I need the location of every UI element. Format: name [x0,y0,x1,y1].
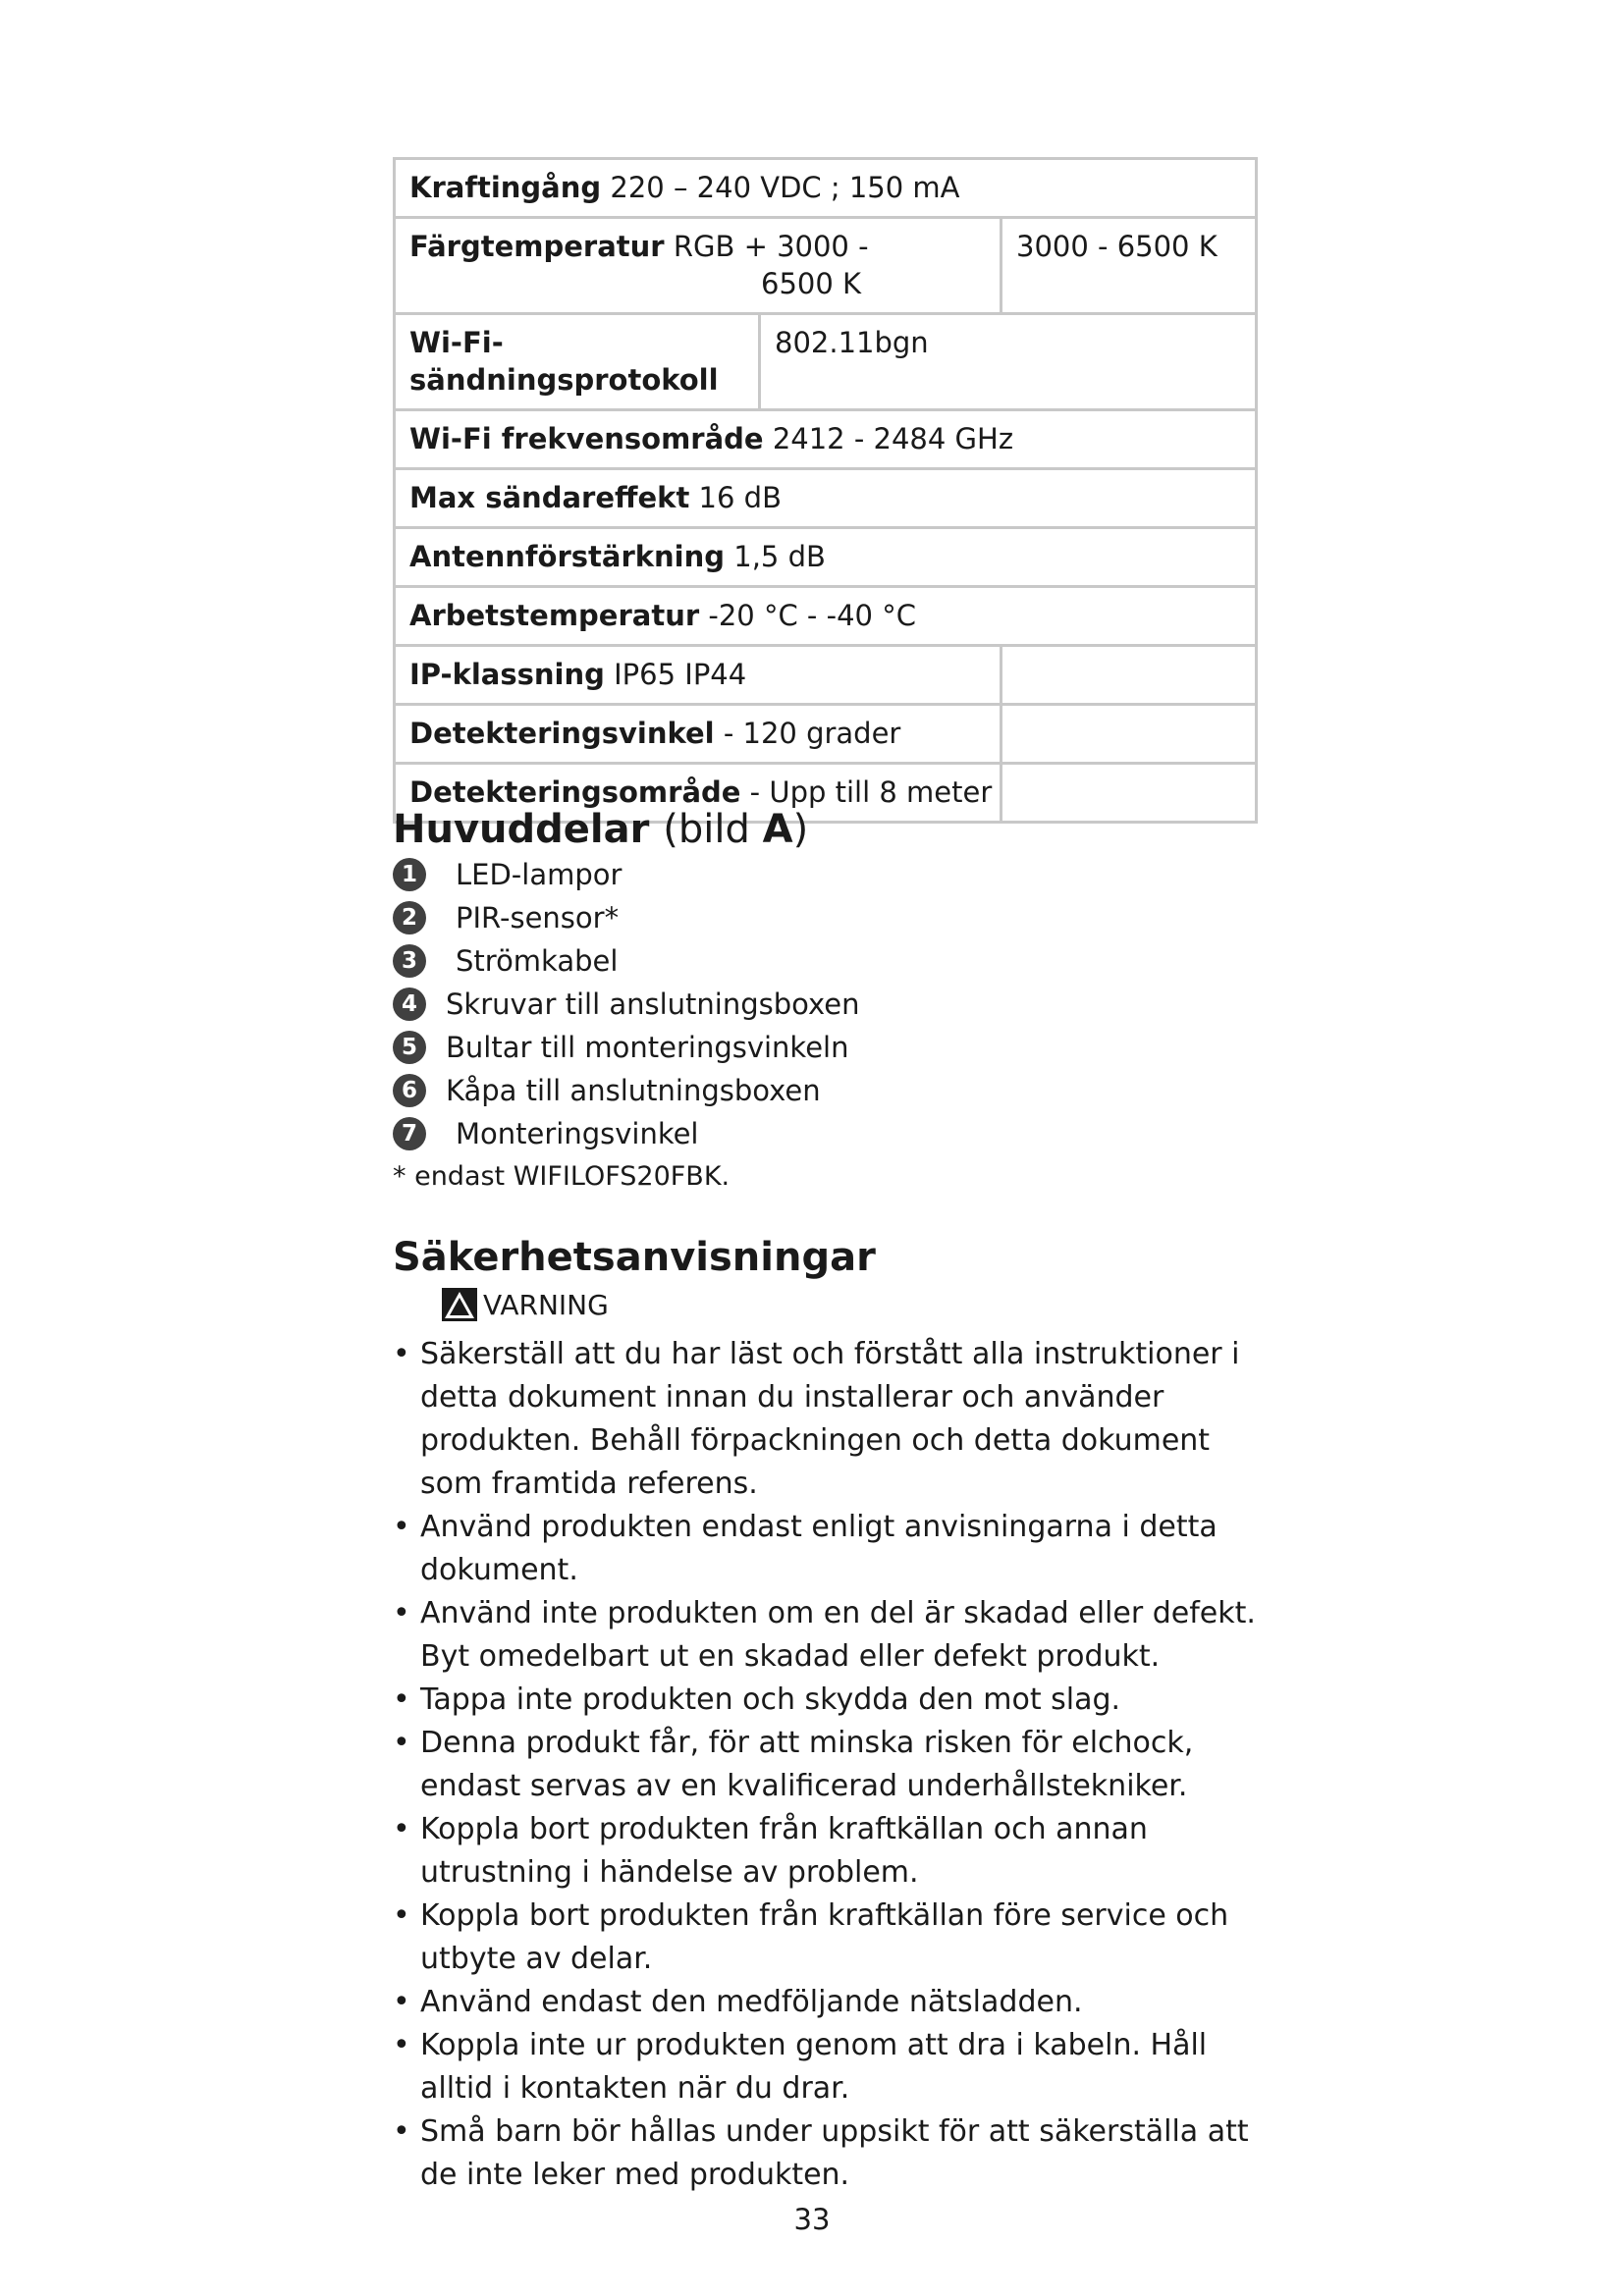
spec-cell [1001,218,1257,314]
number-badge: 6 [393,1074,426,1107]
part-label: Kåpa till anslutningsboxen [446,1074,821,1107]
spec-cell [395,528,1257,587]
list-item: • Tappa inte produkten och skydda den mot slag. [393,1679,1257,1722]
list-item: • Använd produkten endast enligt anvisningarna i detta dokument. [393,1506,1257,1592]
spec-value: 1,5 dB [733,540,826,573]
list-item [393,1026,860,1069]
spec-label: Wi-Fi- [409,326,504,359]
spec-value: 220 – 240 VDC ; 150 mA [610,171,960,204]
list-item: • Små barn bör hållas under uppsikt för att säkerställa att de inte leker med produkten. [393,2110,1257,2197]
list-item: • Koppla bort produkten från kraftkällan före service och utbyte av delar. [393,1895,1257,1981]
spec-cell [395,469,1257,528]
spec-value: 16 dB [698,481,782,514]
safety-heading: Säkerhetsanvisningar [393,1235,876,1280]
table-row [395,218,1257,314]
safety-list [393,1333,1257,2197]
list-item [393,1112,860,1155]
number-badge: 7 [393,1117,426,1150]
table-row [395,469,1257,528]
list-item [393,896,860,939]
spec-value: 802.11bgn [775,326,929,359]
spec-label: IP-klassning [409,658,605,691]
parts-heading-pre: (bild [663,807,763,852]
spec-value: -20 °C - -40 °C [708,599,916,632]
warning-line [442,1288,609,1321]
table-row [395,528,1257,587]
spec-cell-empty [1001,646,1257,705]
list-item [393,1069,860,1112]
list-item [393,939,860,983]
spec-label-continued: sändningsprotokoll [409,363,719,397]
parts-heading [393,807,808,852]
spec-value: 2412 - 2484 GHz [772,422,1014,455]
spec-label: Detekteringsområde [409,775,741,809]
spec-label: Färgtemperatur [409,230,665,263]
list-item: • Koppla bort produkten från kraftkällan och annan utrustning i händelse av problem. [393,1808,1257,1895]
parts-heading-bold: Huvuddelar [393,807,650,852]
table-row [395,159,1257,218]
number-badge: 4 [393,988,426,1021]
list-item [393,853,860,896]
part-label: Monteringsvinkel [456,1117,699,1150]
table-row [395,646,1257,705]
list-item: • Denna produkt får, för att minska risken för elchock, endast servas av en kvalificerad underhållstekniker. [393,1722,1257,1808]
list-item [393,983,860,1026]
parts-list [393,853,860,1155]
part-label: LED-lampor [456,858,623,891]
spec-value-continued: 6500 K [761,267,862,300]
part-label: Bultar till monteringsvinkeln [446,1031,849,1064]
spec-value: - 120 grader [723,717,901,750]
spec-cell [395,705,1001,764]
spec-value: 3000 - 6500 K [1016,230,1218,263]
spec-cell [395,218,1001,314]
list-item: • Använd endast den medföljande nätsladden. [393,1981,1257,2024]
number-badge: 2 [393,901,426,934]
spec-cell [395,410,1257,469]
spec-cell [395,314,760,410]
number-badge: 5 [393,1031,426,1064]
warning-triangle-icon [442,1288,477,1321]
warning-label: VARNING [483,1288,609,1321]
spec-cell-empty [1001,705,1257,764]
page-number: 33 [793,2203,831,2236]
spec-value: IP65 IP44 [614,658,747,691]
table-row [395,587,1257,646]
parts-heading-letter: A [762,807,793,852]
spec-value: RGB + 3000 - [673,230,869,263]
spec-label: Kraftingång [409,171,602,204]
part-label: Strömkabel [456,944,619,978]
parts-heading-post: ) [792,807,809,852]
spec-cell [395,646,1001,705]
spec-label: Arbetstemperatur [409,599,700,632]
spec-label: Wi-Fi frekvensområde [409,422,764,455]
footnote: * endast WIFILOFS20FBK. [393,1161,731,1192]
list-item: • Säkerställ att du har läst och förstått alla instruktioner i detta dokument innan du installerar och använder produkten. Behåll förpackningen och detta dokument som framtida referens. [393,1333,1257,1506]
table-row [395,705,1257,764]
part-label: PIR-sensor* [456,901,620,934]
spec-value: - Upp till 8 meter [749,775,993,809]
spec-cell [395,159,1257,218]
spec-label: Detekteringsvinkel [409,717,715,750]
number-badge: 3 [393,944,426,978]
spec-cell-empty [1001,764,1257,823]
table-row [395,314,1257,410]
number-badge: 1 [393,858,426,891]
part-label: Skruvar till anslutningsboxen [446,988,860,1021]
list-item: • Koppla inte ur produkten genom att dra i kabeln. Håll alltid i kontakten när du drar. [393,2024,1257,2110]
spec-label: Antennförstärkning [409,540,726,573]
table-row [395,410,1257,469]
spec-cell [760,314,1257,410]
spec-label: Max sändareffekt [409,481,690,514]
list-item: • Använd inte produkten om en del är skadad eller defekt. Byt omedelbart ut en skadad eller defekt produkt. [393,1592,1257,1679]
spec-cell [395,587,1257,646]
spec-table [393,157,1258,824]
